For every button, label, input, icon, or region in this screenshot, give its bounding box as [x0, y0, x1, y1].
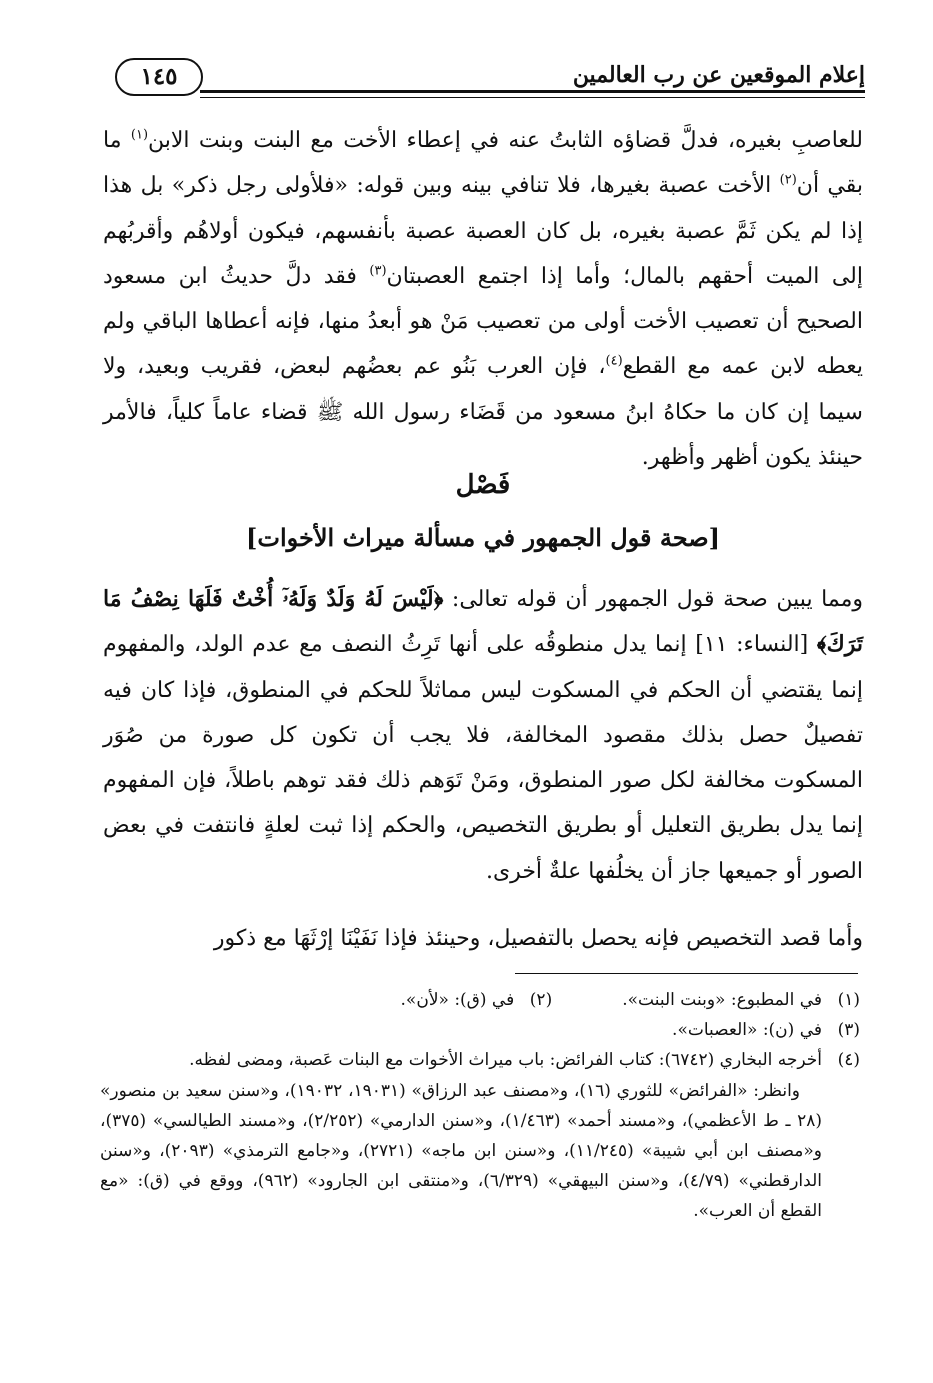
header-rule-thin — [200, 97, 865, 98]
footnote-2-text: في (ق): «لأن». — [400, 990, 515, 1010]
section-subheading: [صحة قول الجمهور في مسألة ميراث الأخوات] — [246, 523, 720, 552]
footnote-3-text: في (ن): «العصبات». — [672, 1020, 822, 1041]
footnote-ref-4: (٤) — [605, 354, 623, 370]
quran-verse: ﴿لَيْسَ لَهُ وَلَدٌ وَلَهُۥٓ أُخْتٌ فَلَهَا نِصْفُ مَا تَرَكَ﴾ — [103, 586, 863, 658]
footnote-row — [100, 1045, 860, 1075]
footnotes — [100, 985, 860, 1227]
paragraph-1-text: للعاصبِ بغيره، فدلَّ قضاؤه الثابتُ عنه في إعطاء الأخت مع البنت وبنت الابن — [148, 128, 863, 153]
header-rule-thick — [200, 90, 865, 93]
paragraph-1 — [103, 118, 863, 480]
footnote-4-continuation: وانظر: «الفرائض» للثوري (١٦)، و«مصنف عبد الرزاق» (١٩٠٣١، ١٩٠٣٢)، و«سنن سعيد بن منصور» (٢٨ ـ ط الأعظمي)، و«مسند أحمد» (١/٤٦٣)، و«سنن الدارمي» (٢/٢٥٢)، و«مسند الطيالسي» (٣٧٥)، و«مصنف ابن أبي شيبة» (١١/٢٤٥)، و«سنن ابن ماجه» (٢٧٢١)، و«جامع الترمذي» (٢٠٩٣)، و«سنن الدارقطني» (٤/٧٩)، و«سنن البيهقي» (٦/٣٢٩)، و«منتقى ابن الجارود» (٩٦٢)، ووقع في (ق): «مع القطع أن العرب». — [100, 1080, 822, 1222]
paragraph-2-text: ومما يبين صحة قول الجمهور أن قوله تعالى: — [443, 587, 863, 612]
footnote-line — [100, 985, 822, 1015]
paragraph-1-text: ما بقي أن — [103, 128, 863, 199]
paragraph-2 — [103, 577, 863, 894]
footnote-4-text: أخرجه البخاري (٦٧٤٢): كتاب الفرائض: باب ميراث الأخوات مع البنات عَصبة، ومضى لفظه. — [189, 1050, 822, 1071]
footnote-number: (٤) — [837, 1050, 860, 1071]
footnote-ref-1: (١) — [130, 127, 149, 143]
page-number-badge: ١٤٥ — [115, 58, 203, 96]
paragraph-1-text: ، فإن العرب بَنُو عم بعضُهم لبعض، فقريب وبعيد، ولا سيما إن كان ما حكاهُ ابنُ مسعود من قَضَاء رسول الله ﷺ قضاء عاماً كلياً، فالأمر حينئذ يكون أظهر وأظهر. — [103, 354, 863, 471]
footnote-separator — [515, 973, 858, 974]
footnote-row — [100, 1015, 860, 1045]
section-heading: فَصْل — [455, 470, 511, 500]
footnote-1-text: في المطبوع: «وبنت البنت». — [622, 990, 822, 1010]
paragraph-1-text: فقد دلَّ حديثُ ابن مسعود الصحيح أن تعصيب الأخت أولى من تعصيب مَنْ هو أبعدُ منها، فإنه أعطاها الباقي ولم يعطه لابن عمه مع القطع — [103, 263, 863, 380]
footnote-ref-2: (٢) — [779, 172, 797, 188]
paragraph-1-text: الأخت عصبة بغيرها، فلا تنافي بينه وبين قوله: «فلأولى رجل ذكر» بل هذا إذا لم يكن ثَمَّ عصبة بغيره، بل كان العصبة عصبة بأنفسهم، فيكون أولاهُم وأقربُهم إلى الميت أحقهم بالمال؛ وأما إذا اجتمع العصبتان — [103, 173, 863, 289]
page-header — [95, 50, 865, 100]
footnote-row — [100, 985, 860, 1015]
paragraph-2-text: [النساء: ١١] إنما يدل منطوقُه على أنها تَرِثُ النصف مع عدم الولد، والمفهوم إنما يقتضي أن الحكم في المسكوت ليس مماثلاً للحكم في المنطوق، فإذا كان فيه تفصيلٌ حصل بذلك مقصود المخالفة، فلا يجب أن تكون كل صورة من صُوَر المسكوت مخالفة لكل صور المنطوق، ومَنْ تَوَهم ذلك فقد توهم باطلاً، فإن المفهوم إنما يدل بطريق التعليل أو بطريق التخصيص، والحكم إذا ثبت لعلةٍ فانتفت في بعض الصور أو جميعها جاز أن يخلُفها علةٌ أخرى. — [103, 632, 863, 884]
footnote-number: (٣) — [837, 1020, 860, 1041]
footnote-number: (١) — [837, 990, 860, 1010]
footnote-ref-3: (٣) — [369, 263, 387, 279]
running-title: إعلام الموقعين عن رب العالمين — [572, 62, 865, 88]
footnote-number: (٢) — [529, 990, 553, 1010]
paragraph-3: وأما قصد التخصيص فإنه يحصل بالتفصيل، وحينئذ فإذا نَفَيْنَا إرْثَهَا مع ذكور — [213, 926, 863, 951]
